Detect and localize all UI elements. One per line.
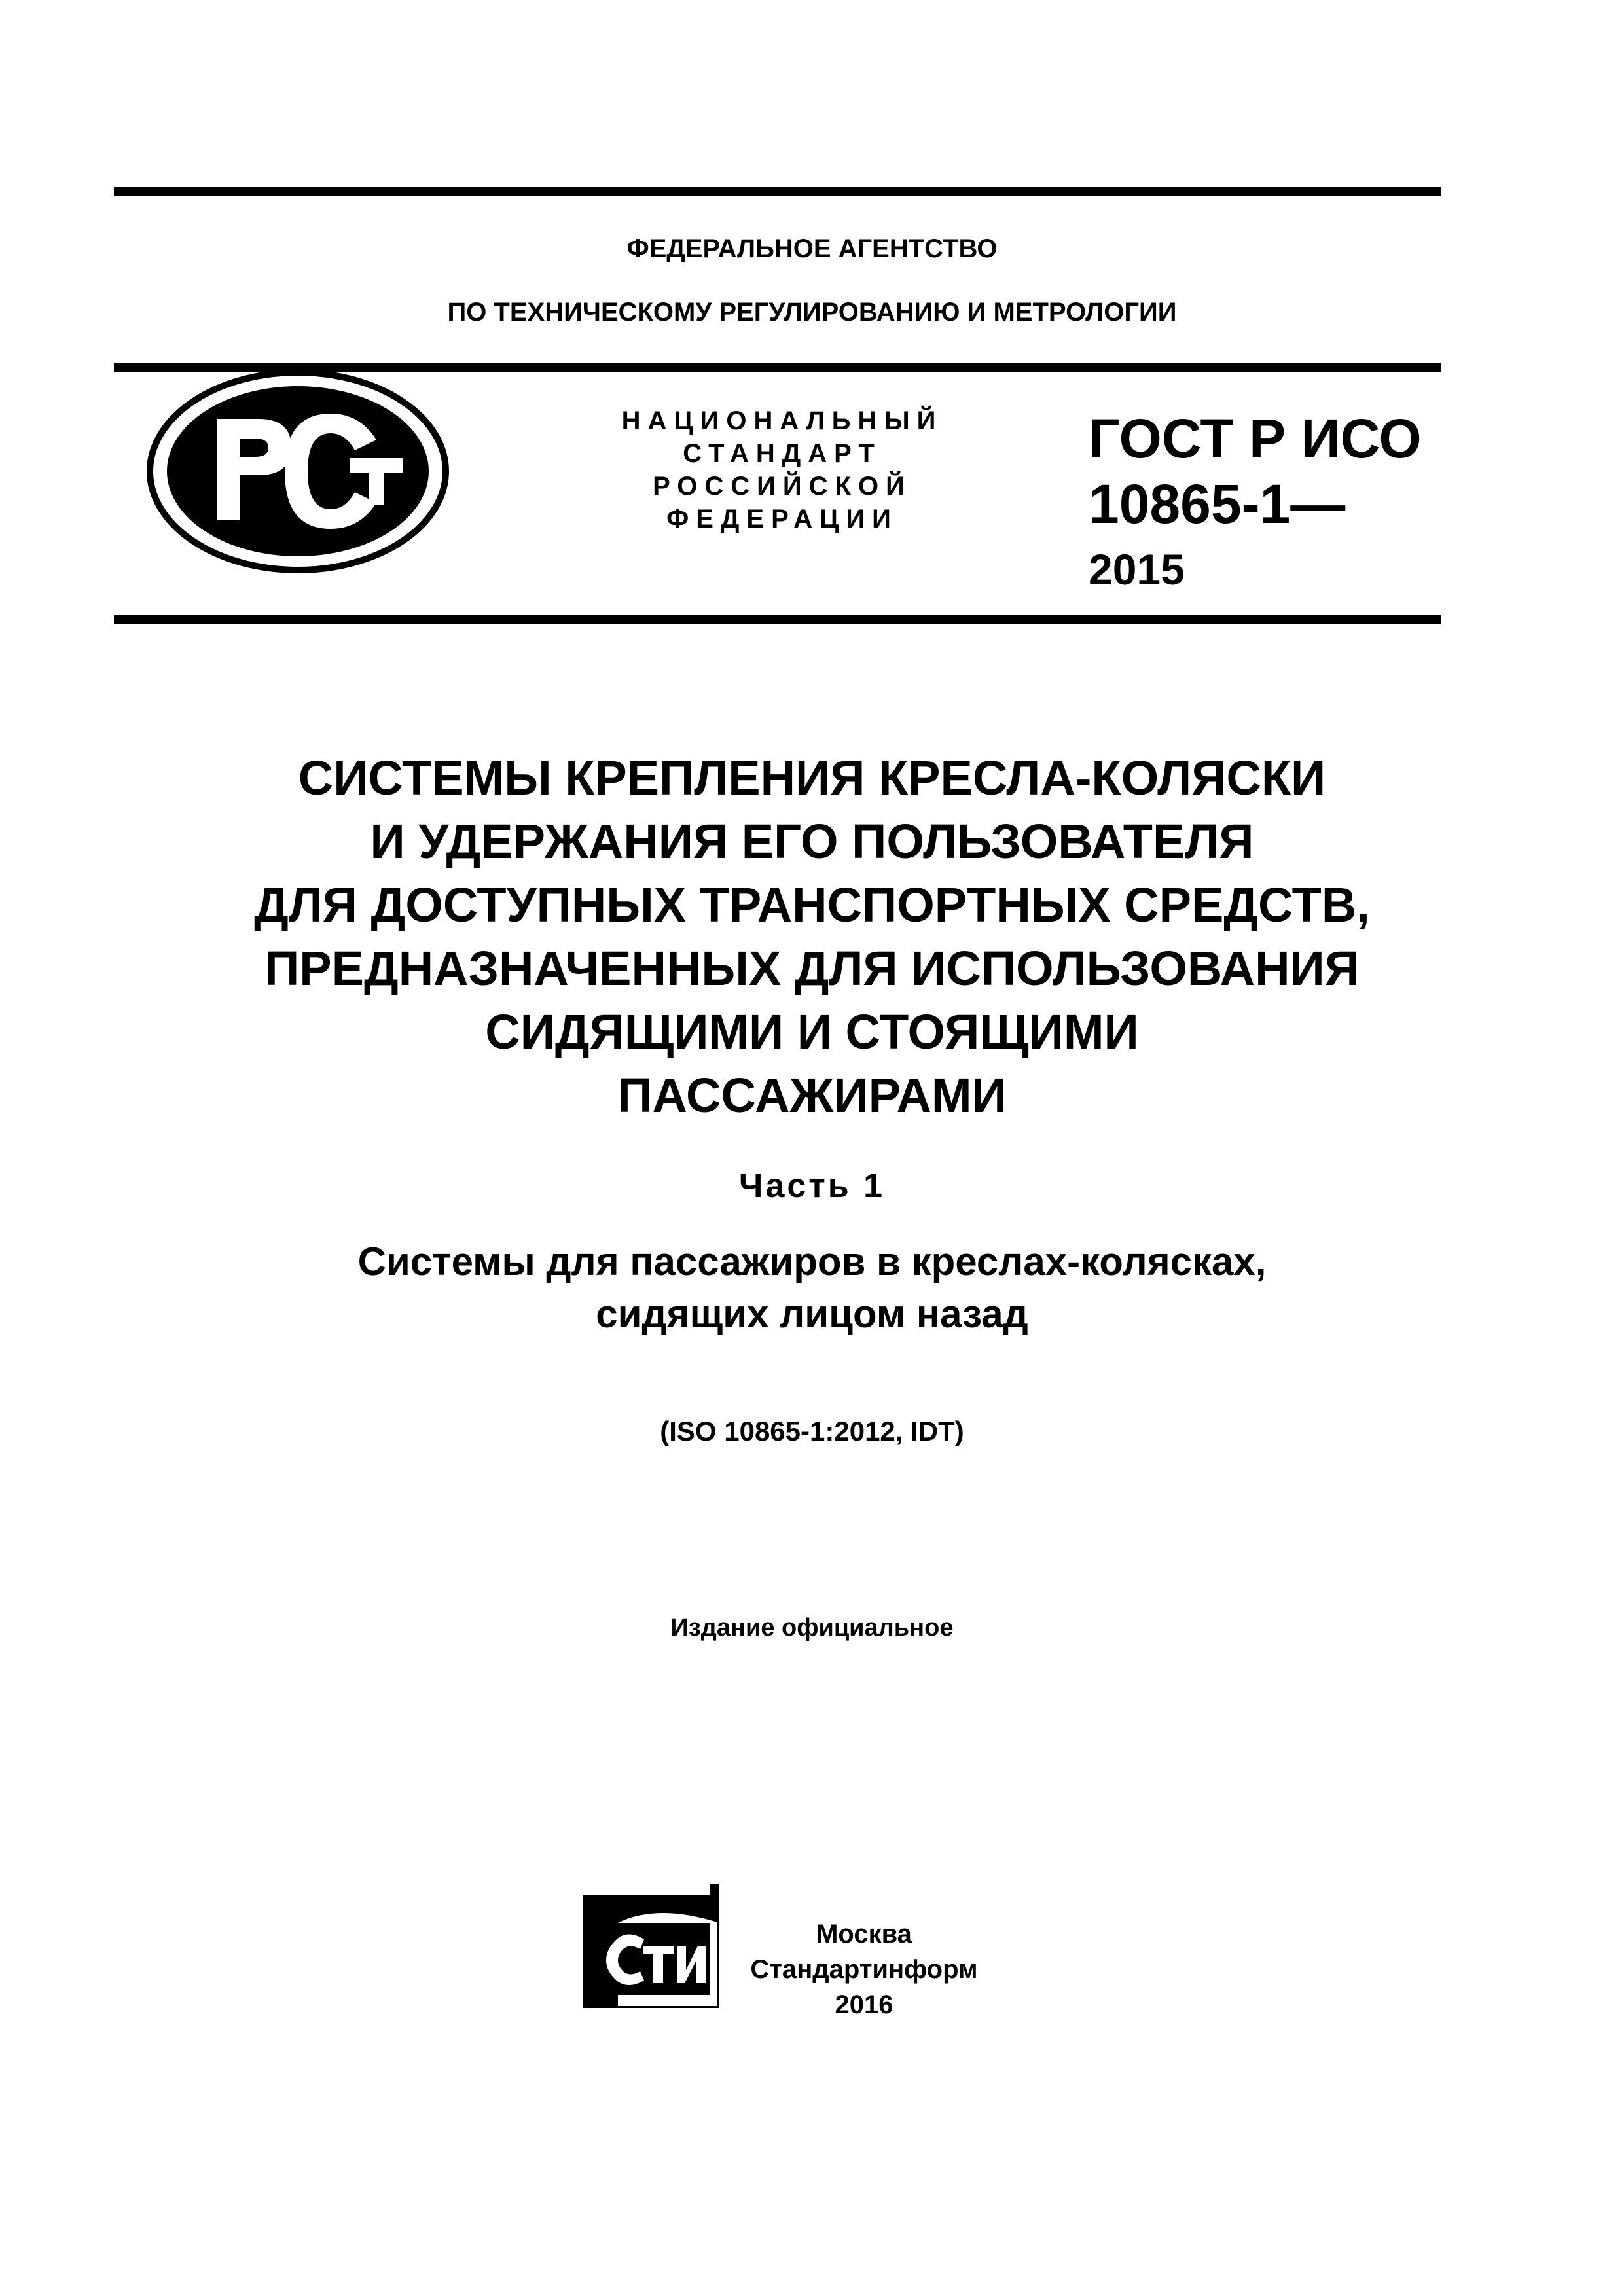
designation-line-1: ГОСТ Р ИСО [1089, 408, 1422, 469]
title-line-4: ПРЕДНАЗНАЧЕННЫХ ДЛЯ ИСПОЛЬЗОВАНИЯ [264, 941, 1360, 996]
agency-line-1: ФЕДЕРАЛЬНОЕ АГЕНТСТВО [626, 234, 998, 263]
title-line-5: СИДЯЩИМИ И СТОЯЩИМИ [485, 1005, 1139, 1059]
standard-designation [1089, 406, 1429, 602]
title-line-6: ПАССАЖИРАМИ [617, 1068, 1007, 1122]
top-rule [114, 187, 1441, 196]
designation-year: 2015 [1089, 545, 1185, 594]
publisher-city: Москва [816, 1920, 912, 1948]
part-number: Часть 1 [738, 1167, 886, 1205]
subtitle-line-1: Системы для пассажиров в креслах-колясках, [357, 1240, 1267, 1283]
document-title [0, 746, 1624, 1127]
designation-line-2: 10865-1— [1089, 473, 1346, 535]
publisher-year: 2016 [835, 1990, 893, 2019]
national-standard-label [609, 404, 956, 535]
document-subtitle [0, 1236, 1624, 1340]
publisher-imprint [733, 1916, 995, 2022]
iso-reference: (ISO 10865-1:2012, IDT) [660, 1416, 964, 1446]
edition-label: Издание официальное [670, 1614, 954, 1641]
national-standard-line-2: СТАНДАРТ [683, 439, 882, 468]
subtitle-line-2: сидящих лицом назад [596, 1292, 1028, 1336]
rst-emblem-icon [144, 367, 452, 576]
standartinform-logo-icon [579, 1884, 719, 2008]
national-standard-line-1: НАЦИОНАЛЬНЫЙ [621, 406, 943, 435]
title-line-2: И УДЕРЖАНИЯ ЕГО ПОЛЬЗОВАТЕЛЯ [370, 814, 1254, 869]
publisher-name: Стандартинформ [750, 1955, 978, 1984]
title-line-3: ДЛЯ ДОСТУПНЫХ ТРАНСПОРТНЫХ СРЕДСТВ, [254, 878, 1370, 932]
national-standard-line-4: ФЕДЕРАЦИИ [666, 505, 898, 533]
national-standard-line-3: РОССИЙСКОЙ [653, 472, 912, 501]
lower-rule [114, 615, 1441, 624]
title-line-1: СИСТЕМЫ КРЕПЛЕНИЯ КРЕСЛА-КОЛЯСКИ [298, 751, 1326, 805]
agency-line-2: ПО ТЕХНИЧЕСКОМУ РЕГУЛИРОВАНИЮ И МЕТРОЛОГИИ [447, 298, 1177, 327]
